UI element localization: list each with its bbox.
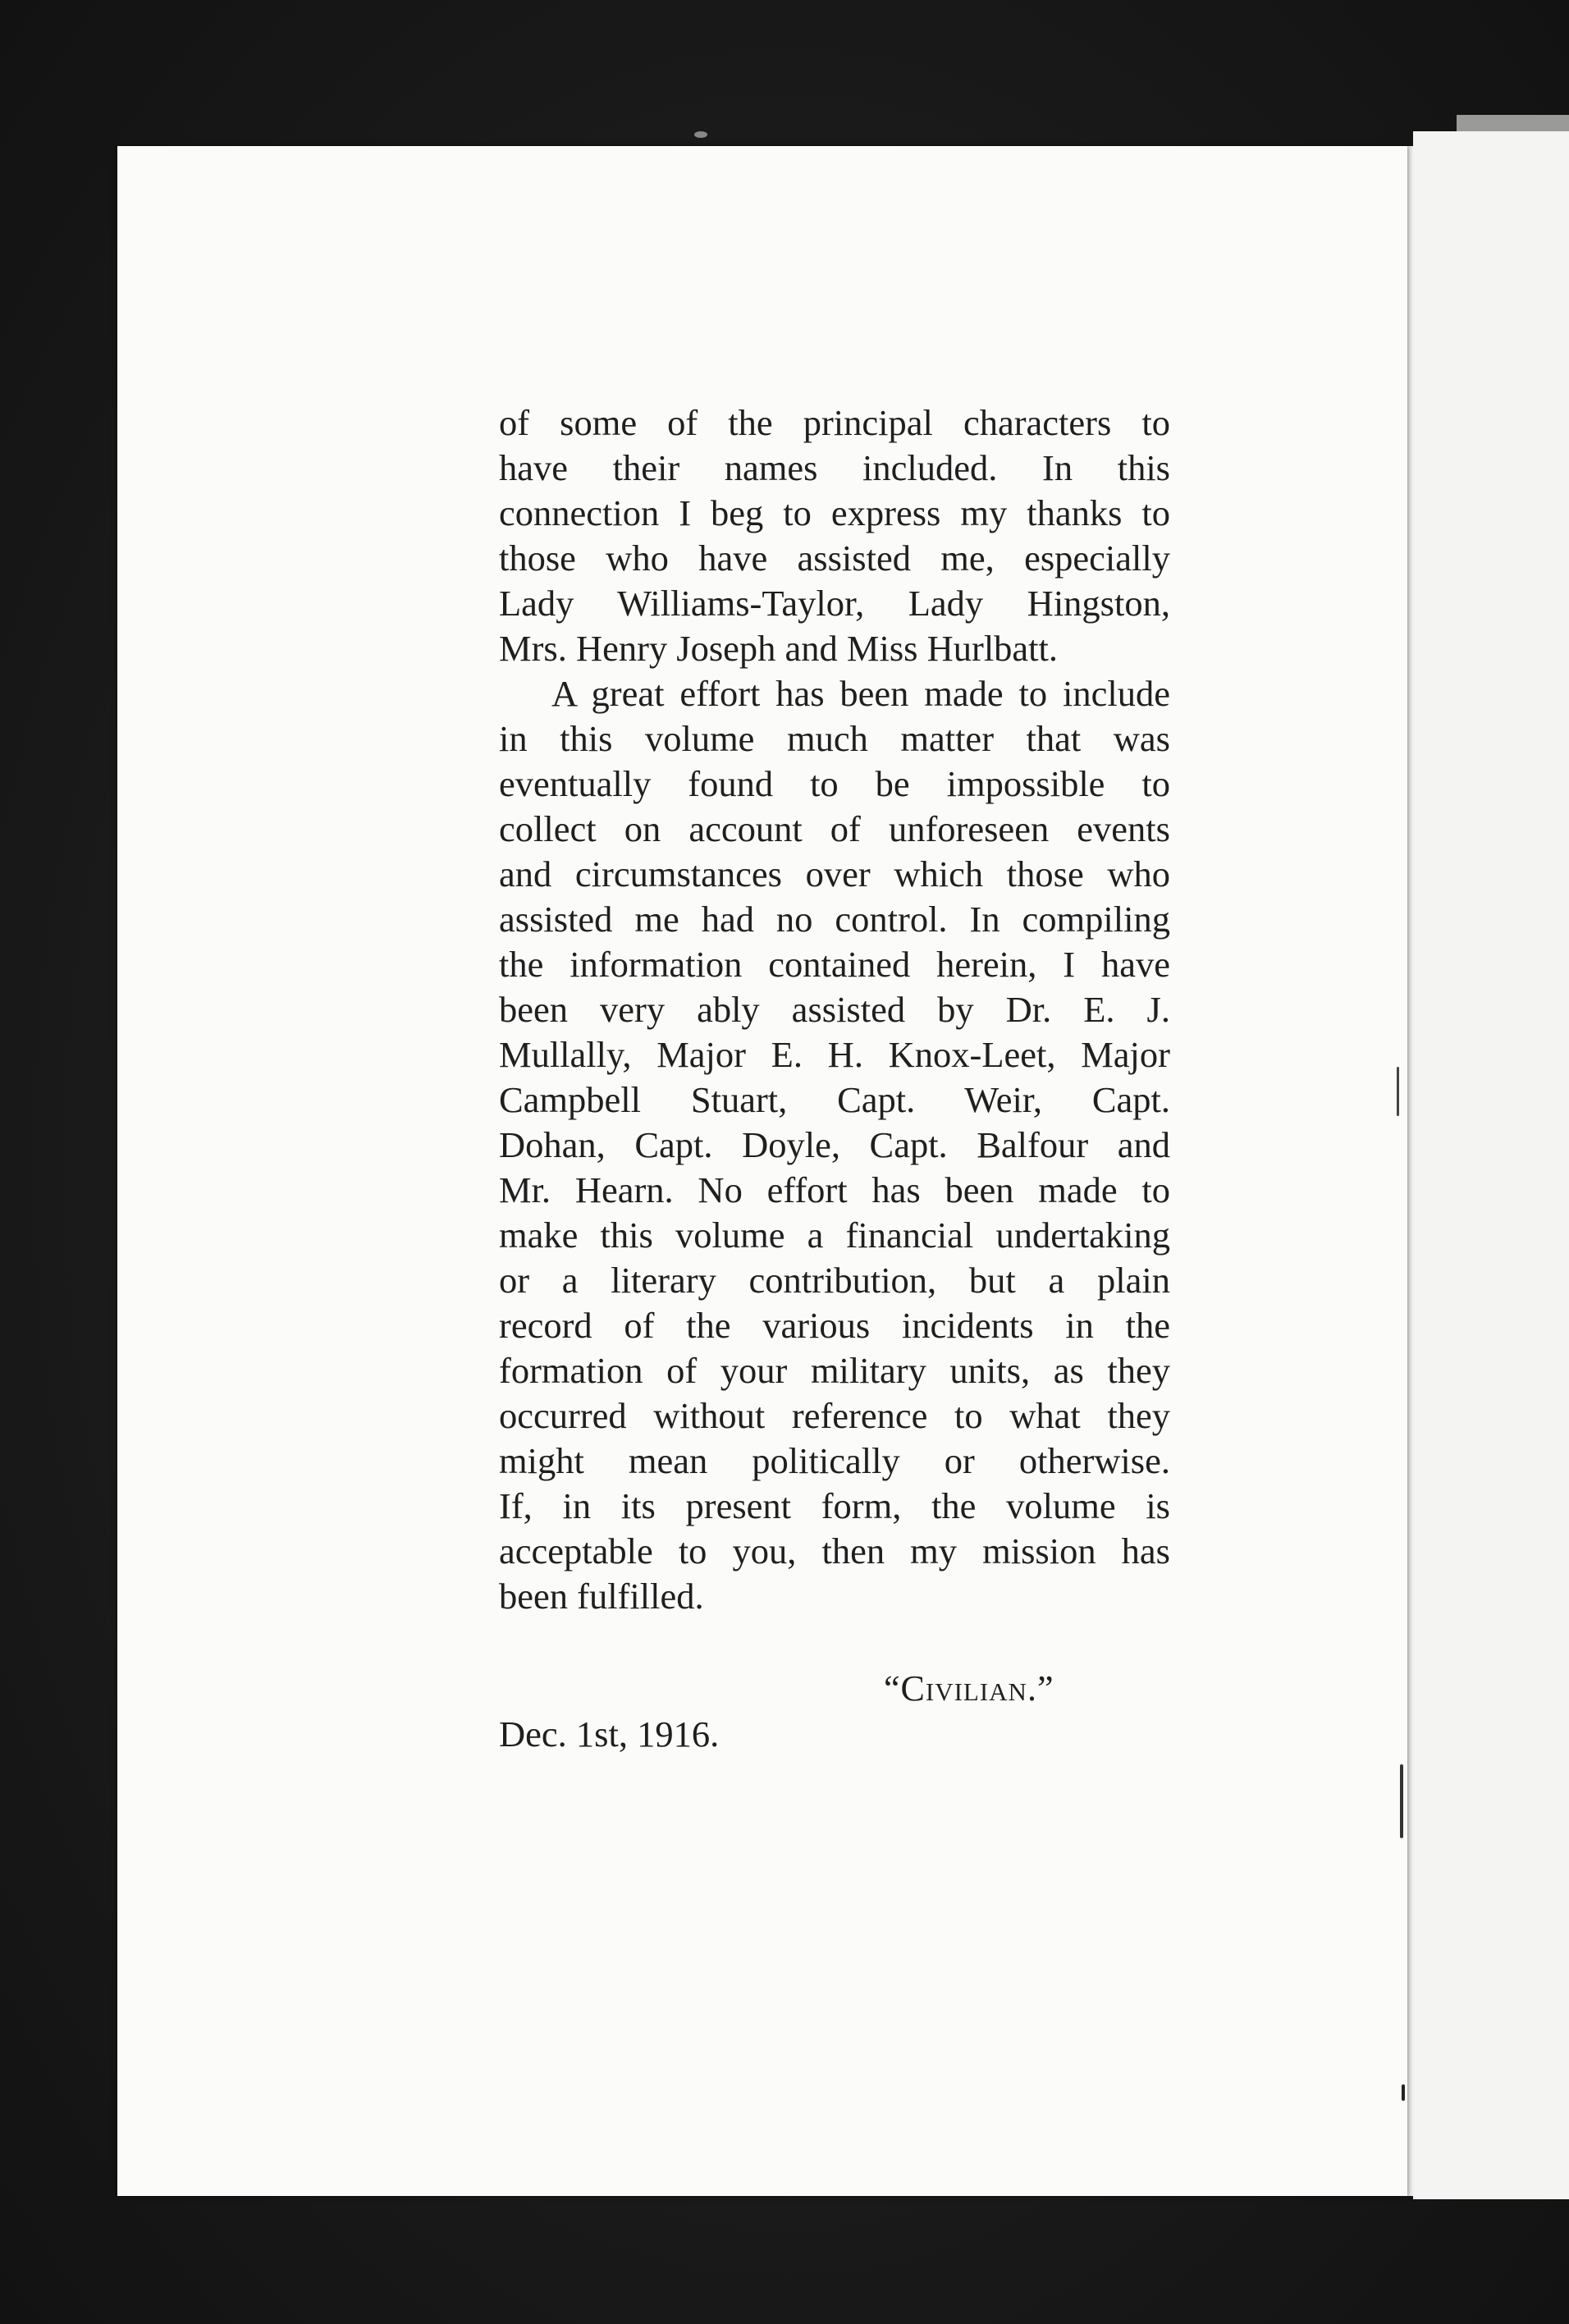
text-line: make this volume a financial undertaking [499, 1215, 1170, 1256]
body-text [499, 400, 1170, 1619]
paragraph-1 [499, 400, 1170, 671]
text-line: collect on account of unforeseen events [499, 808, 1170, 849]
text-line: assisted me had no control. In compiling [499, 899, 1170, 940]
text-line: and circumstances over which those who [499, 853, 1170, 894]
text-line: been very ably assisted by Dr. E. J. [499, 989, 1170, 1030]
text-line: have their names included. In this [499, 447, 1170, 488]
text-line: the information contained herein, I have [499, 944, 1170, 985]
paragraph-2 [499, 671, 1170, 1619]
signature: “Civilian.” [884, 1668, 1054, 1709]
text-line: record of the various incidents in the [499, 1305, 1170, 1346]
scan-speck [1402, 2084, 1405, 2101]
text-line: formation of your military units, as they [499, 1350, 1170, 1391]
text-line: If, in its present form, the volume is [499, 1485, 1170, 1526]
text-line: acceptable to you, then my mission has [499, 1530, 1170, 1571]
text-line: Lady Williams-Taylor, Lady Hingston, [499, 583, 1170, 624]
text-line: eventually found to be impossible to [499, 763, 1170, 804]
text-line: Campbell Stuart, Capt. Weir, Capt. [499, 1079, 1170, 1120]
scan-speck [1400, 1764, 1403, 1838]
text-line: those who have assisted me, especially [499, 538, 1170, 579]
text-line: Dohan, Capt. Doyle, Capt. Balfour and [499, 1124, 1170, 1165]
date-line: Dec. 1st, 1916. [499, 1713, 720, 1754]
facing-page [1413, 131, 1569, 2199]
scan-speck [1397, 1067, 1399, 1116]
text-line: occurred without reference to what they [499, 1395, 1170, 1436]
scan-speck [694, 131, 707, 138]
text-line: Mrs. Henry Joseph and Miss Hurlbatt. [499, 628, 1059, 669]
text-line: Mr. Hearn. No effort has been made to [499, 1169, 1170, 1210]
text-line: been fulfilled. [499, 1576, 704, 1617]
text-line: Mullally, Major E. H. Knox-Leet, Major [499, 1034, 1170, 1075]
text-line: connection I beg to express my thanks to [499, 492, 1170, 533]
text-line: A great effort has been made to include [551, 673, 1170, 714]
text-line: in this volume much matter that was [499, 718, 1170, 759]
text-line: might mean politically or otherwise. [499, 1440, 1170, 1481]
text-line: of some of the principal characters to [499, 402, 1170, 443]
text-line: or a literary contribution, but a plain [499, 1260, 1170, 1301]
